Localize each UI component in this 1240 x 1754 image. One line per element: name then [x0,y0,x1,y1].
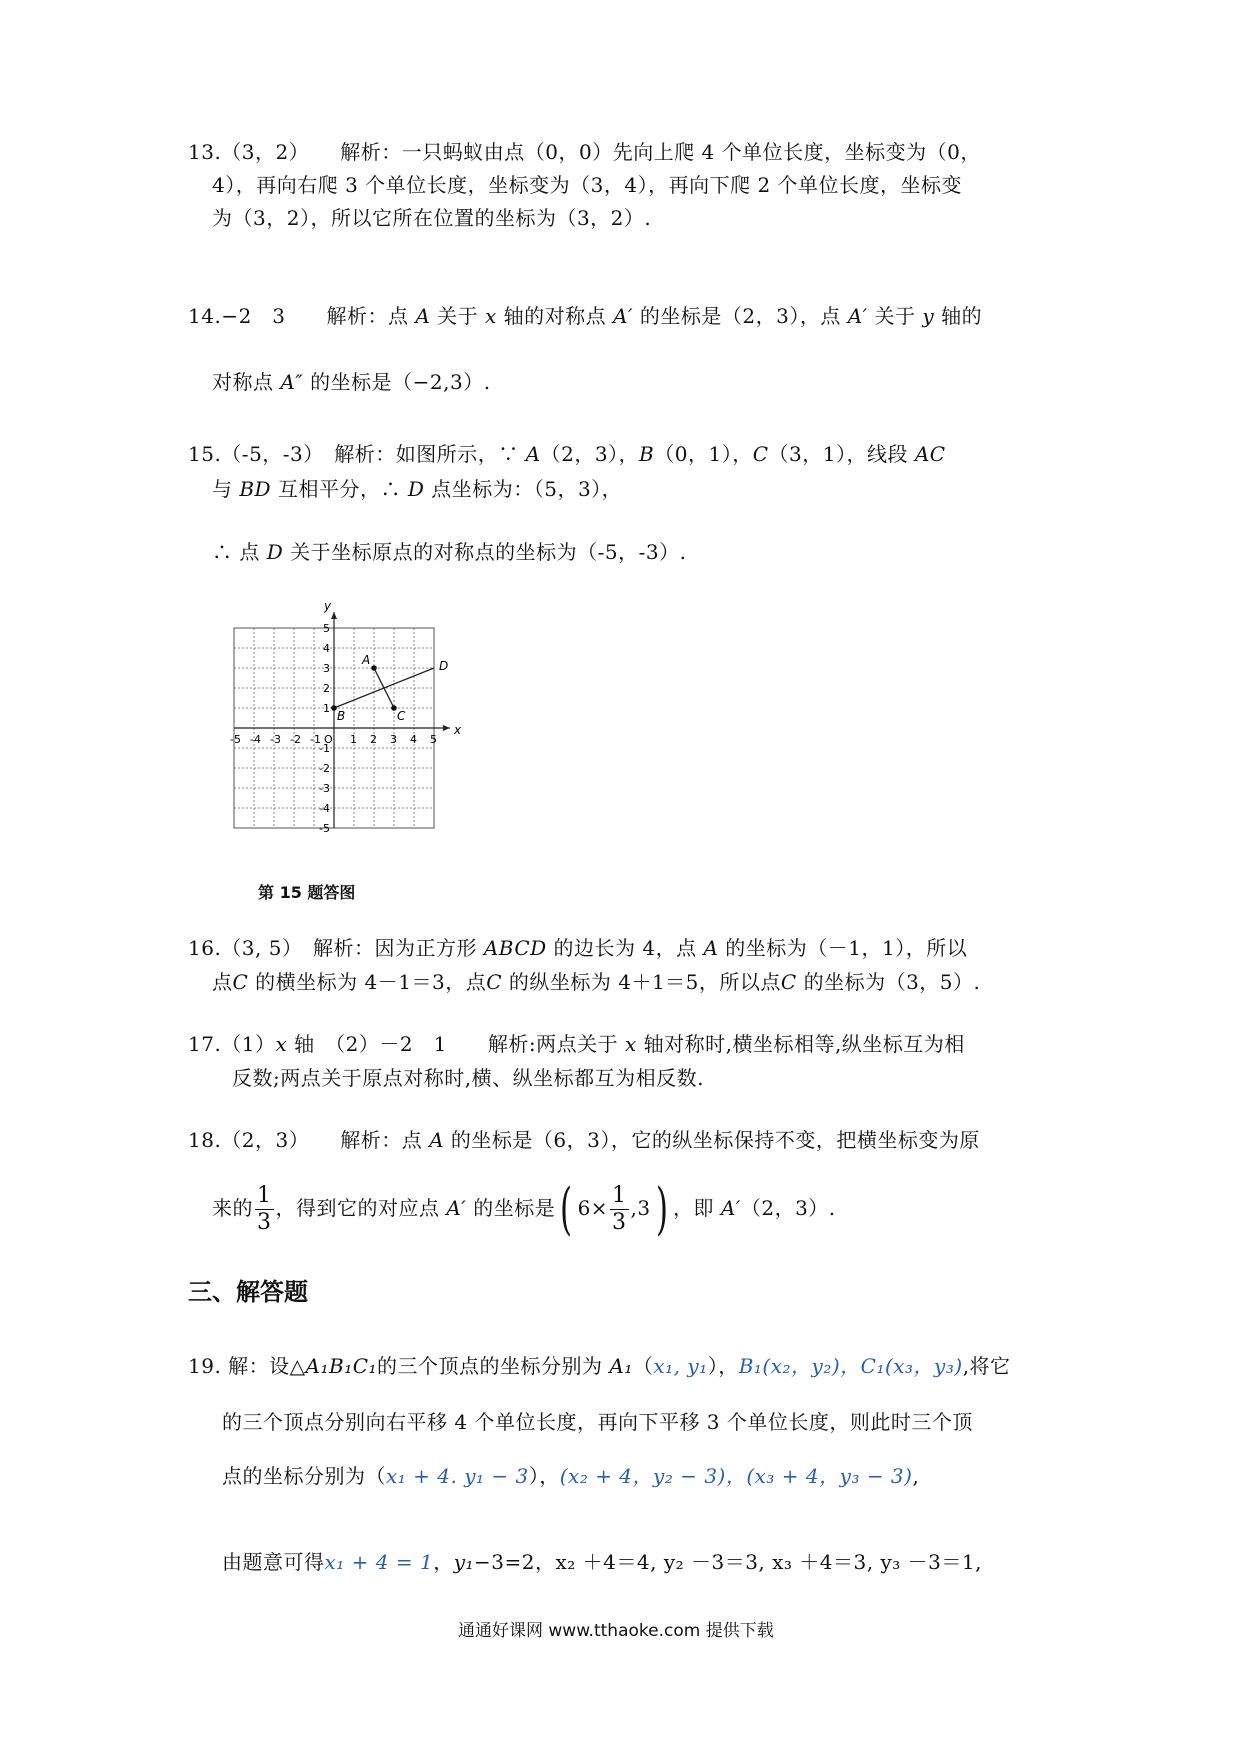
y-tick-label: 5 [323,622,330,635]
y-tick-label: -1 [319,742,330,755]
q13-line1: 13.（3，2） 解析：一只蚂蚁由点（0，0）先向上爬 4 个单位长度，坐标变为（0， [188,140,981,164]
fraction-one-third: $\frac{1}{3}$ [257,1183,272,1235]
figure-caption: 第 15 题答图 [258,883,356,902]
point-c [391,705,397,711]
q18-line1: 18.（2，3） 解析：点 A 的坐标是（6，3），它的纵坐标保持不变，把横坐标变为原 [188,1128,980,1152]
tick-labels [230,600,462,835]
x-axis-arrow [443,725,450,731]
x-tick-label: 5 [430,733,437,746]
coordinate-grid-figure [222,600,462,840]
y-tick-label: -3 [319,782,330,795]
q18-line2: 来的 $\frac{1}{3}$ ，得到它的对应点 A′ 的坐标是( 6× $\frac{1}{3}$ ,3) ，即 A′（2，3）. [212,1176,836,1242]
y-tick-label: -2 [319,762,330,775]
q15-line3: ∴ 点 D 关于坐标原点的对称点的坐标为（-5，-3）. [212,540,687,564]
section-heading: 三、解答题 [188,1278,308,1306]
y-tick-label: 4 [323,642,330,655]
y-axis-label: y [324,600,332,613]
y-tick-label: 3 [323,662,330,675]
x-tick-label: O [324,733,333,746]
q17-line2: 反数;两点关于原点对称时,横、纵坐标都互为相反数. [232,1066,704,1090]
x-tick-label: 2 [370,733,377,746]
x-tick-label: -3 [270,733,281,746]
x-tick-label: 4 [410,733,417,746]
x-tick-label: -5 [230,733,241,746]
q15-line2: 与 BD 互相平分，∴ D 点坐标为：（5，3）， [212,477,623,501]
footer-source: 通通好课网 www.tthaoke.com 提供下载 [458,1621,774,1641]
x-tick-label: 3 [390,733,397,746]
q16-line2: 点C 的横坐标为 4－1＝3，点C 的纵坐标为 4＋1＝5，所以点C 的坐标为（3，5）. [212,970,981,994]
point-label-c: C [397,709,406,723]
x-axis-label: x [454,723,462,737]
x-tick-label: 1 [350,733,357,746]
point-a [371,665,377,671]
q19-line1: 19. 解：设△A₁B₁C₁的三个顶点的坐标分别为 A₁（x₁, y₁），B₁(x₂，y₂)，C₁(x₃，y₃),将它 [188,1354,1011,1378]
q19-line3: 点的坐标分别为（x₁ + 4. y₁ − 3），(x₂ + 4，y₂ − 3)，(x₃ + 4，y₃ − 3), [222,1464,920,1488]
q14-line1: 14.−2 3 解析：点 A 关于 x 轴的对称点 A′ 的坐标是（2，3），点 A′ 关于 y 轴的 [188,304,983,328]
point-b [331,705,337,711]
y-tick-label: -4 [319,802,330,815]
q16-line1: 16.（3, 5） 解析：因为正方形 ABCD 的边长为 4，点 A 的坐标为（－1，1），所以 [188,936,968,960]
y-tick-label: -5 [319,822,330,835]
q13-line2: 4），再向右爬 3 个单位长度，坐标变为（3，4），再向下爬 2 个单位长度，坐标变 [212,173,963,197]
fraction-one-third-b: $\frac{1}{3}$ [612,1183,627,1235]
point-label-d: D [439,659,449,673]
point-label-a: A [362,653,371,667]
x-tick-label: -1 [310,733,321,746]
q15-line1: 15.（-5，-3） 解析：如图所示，∵ A（2，3），B（0，1），C（3，1），线段 AC [188,442,946,466]
x-tick-label: -2 [290,733,301,746]
q17-line1: 17.（1）x 轴 （2）－2 1 解析:两点关于 x 轴对称时,横坐标相等,纵坐标互为相 [188,1032,965,1056]
q14-line2: 对称点 A″ 的坐标是（−2,3）. [212,370,491,394]
x-tick-label: -4 [250,733,261,746]
q19-line4: 由题意可得x₁ + 4 = 1，y₁−3=2，x₂ ＋4＝4, y₂ －3＝3, x₃ ＋4＝3, y₃ －3＝1, [222,1550,982,1574]
y-tick-label: 1 [323,702,330,715]
y-axis-arrow [331,612,337,619]
q19-line2: 的三个顶点分别向右平移 4 个单位长度，再向下平移 3 个单位长度，则此时三个顶 [222,1410,973,1434]
y-tick-label: 2 [323,682,330,695]
q13-line3: 为（3，2），所以它所在位置的坐标为（3，2）. [212,206,652,230]
point-label-b: B [337,709,346,723]
